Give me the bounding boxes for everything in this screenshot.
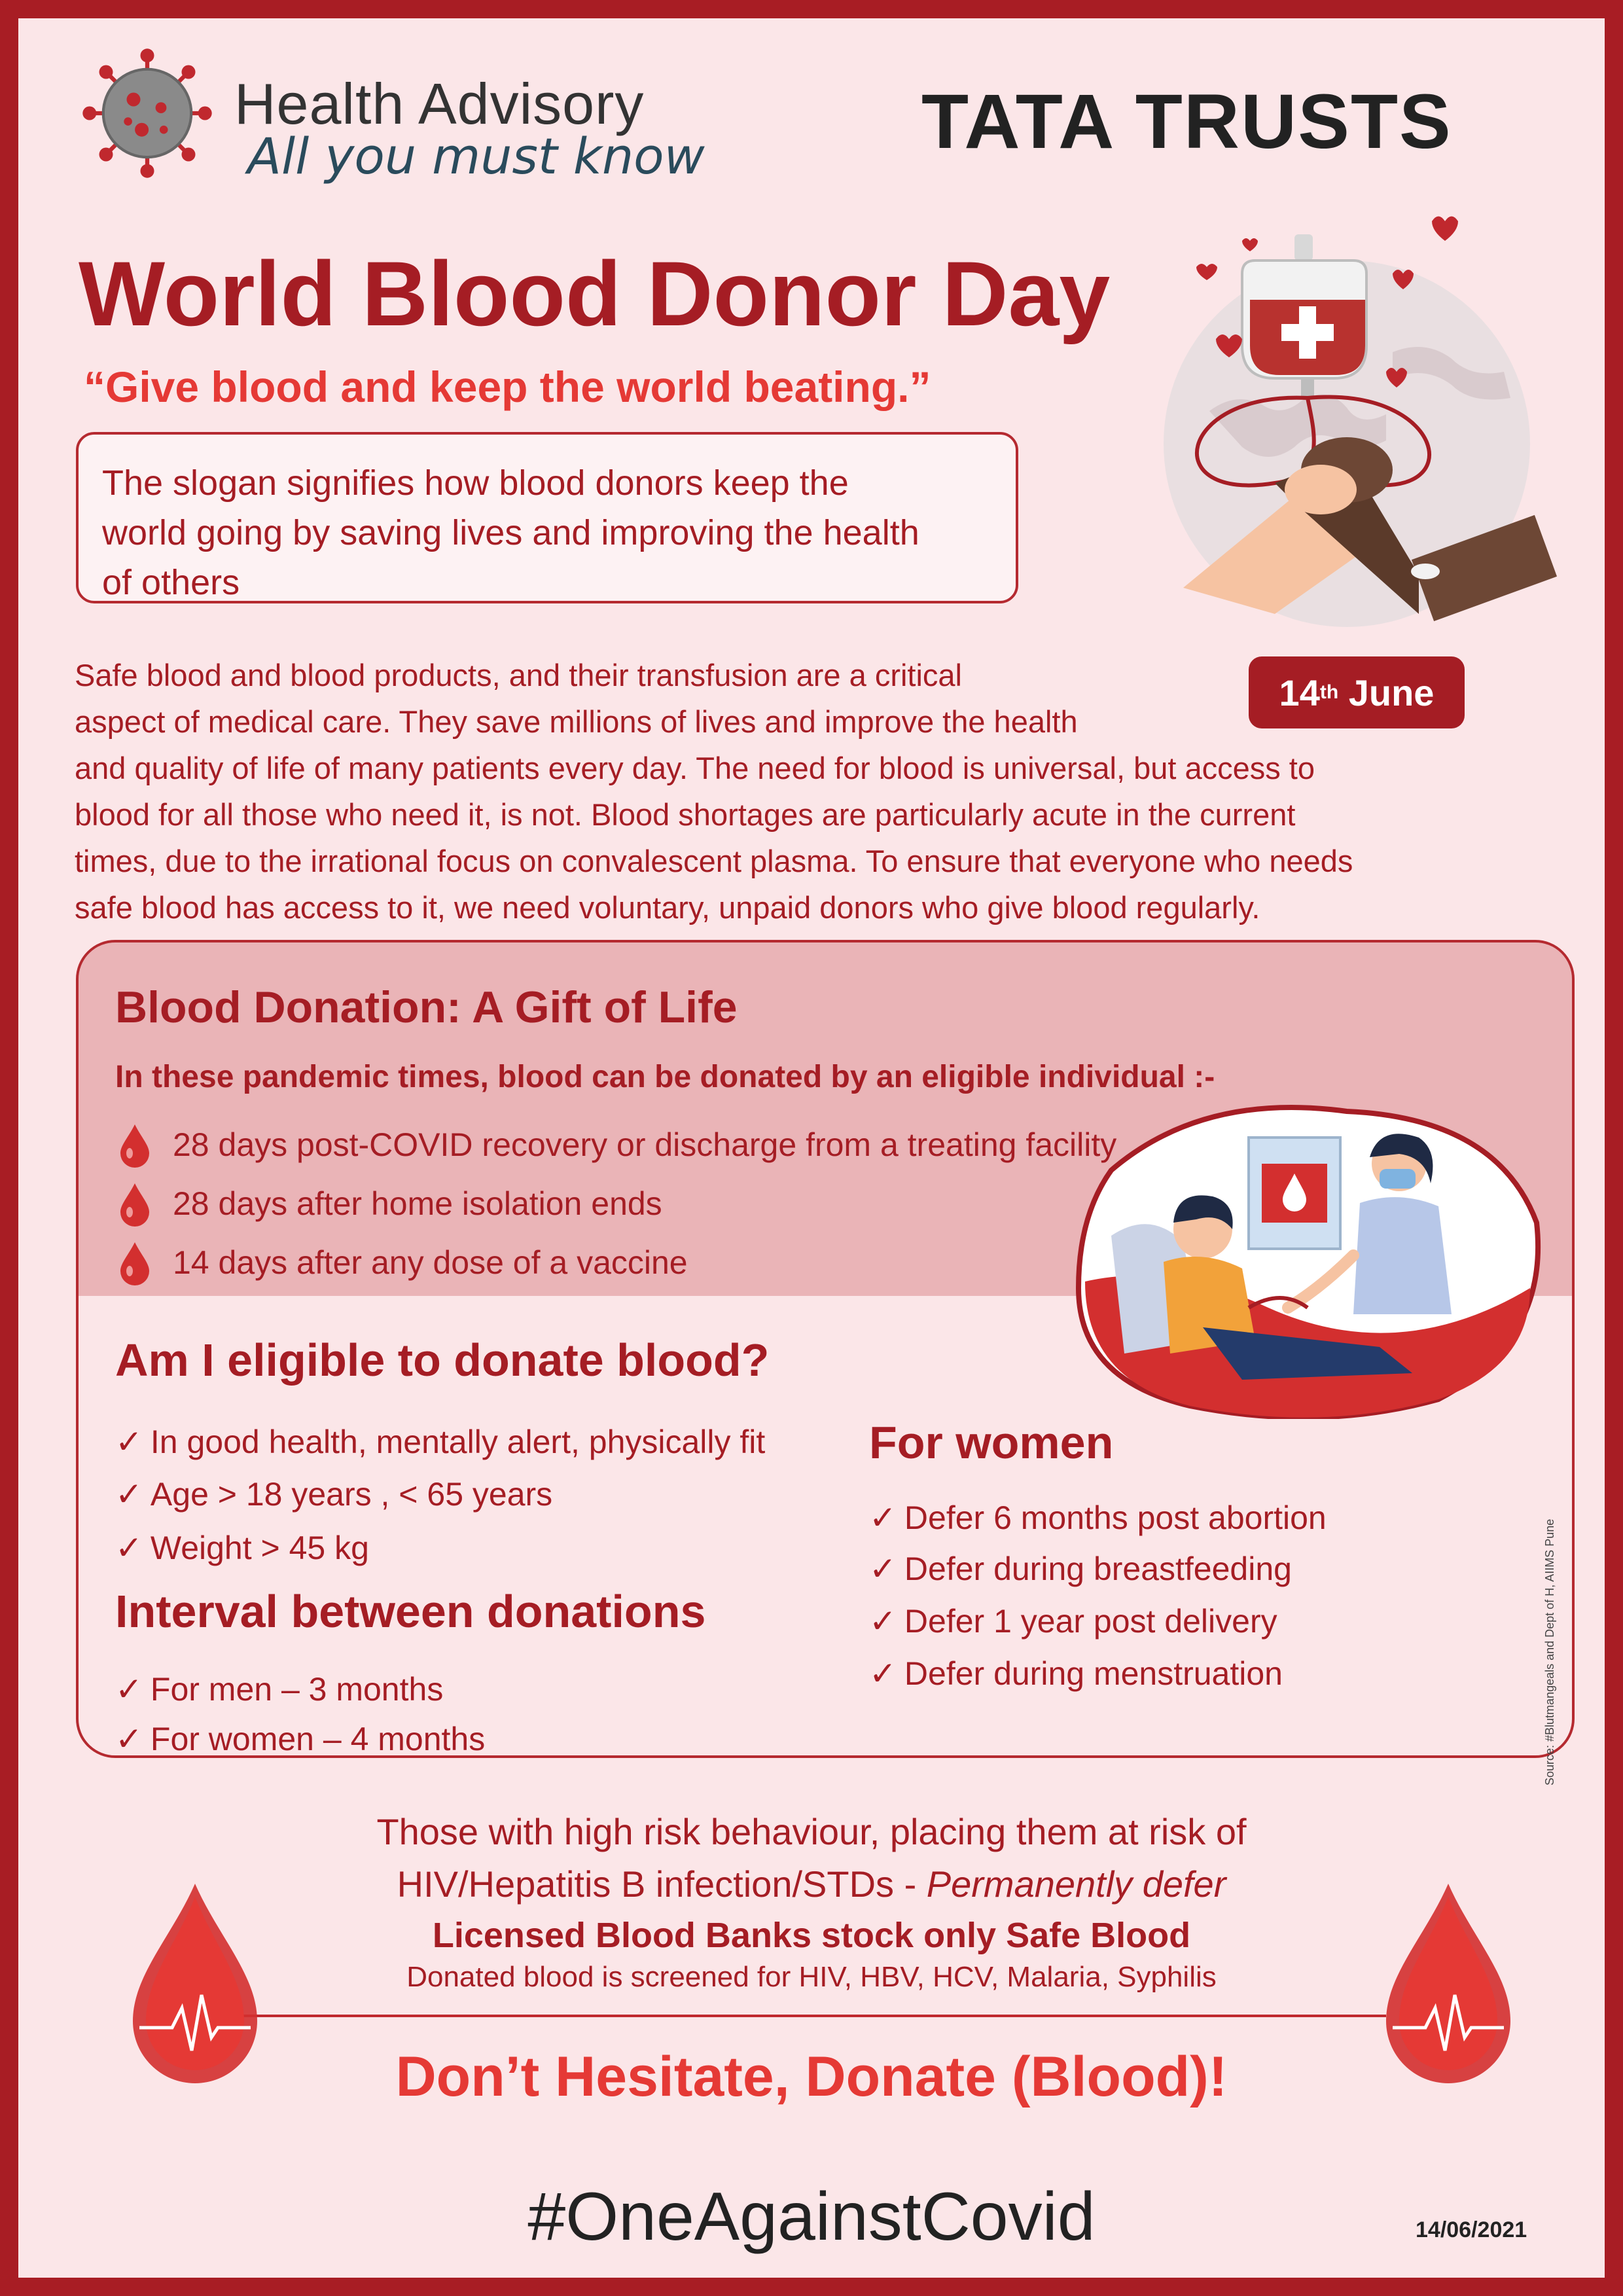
licensed-statement: Licensed Blood Banks stock only Safe Blood xyxy=(432,1916,1191,1955)
advisory-title: Health Advisory xyxy=(234,71,645,136)
check-icon: ✓ xyxy=(869,1655,897,1692)
brand-logo: TATA TRUSTS xyxy=(921,79,1452,165)
gift-list-text: 14 days after any dose of a vaccine xyxy=(173,1244,688,1281)
slogan-explanation xyxy=(102,458,992,607)
check-icon: ✓ xyxy=(115,1530,143,1566)
eligibility-item xyxy=(115,1475,552,1513)
source-text: Source: #Blutmangeals and Dept of H, AIIMS Pune xyxy=(1543,1518,1556,1785)
gift-of-life-heading: Blood Donation: A Gift of Life xyxy=(115,982,738,1032)
slogan-explanation-line: of others xyxy=(102,563,240,602)
eligibility-item xyxy=(115,1423,765,1461)
intro-line: and quality of life of many patients every day. The need for blood is universal, but access to xyxy=(75,751,1315,785)
blood-bag-icon xyxy=(1242,234,1366,398)
slogan: “Give blood and keep the world beating.” xyxy=(84,363,931,411)
eligibility-text: In good health, mentally alert, physically fit xyxy=(150,1424,766,1460)
slogan-explanation-line: world going by saving lives and improving the health xyxy=(102,513,919,552)
women-text: Defer during breastfeeding xyxy=(904,1551,1292,1587)
blood-drop-icon xyxy=(115,1181,154,1227)
women-item xyxy=(869,1602,1277,1640)
interval-text: For women – 4 months xyxy=(150,1721,486,1757)
women-text: Defer 1 year post delivery xyxy=(904,1603,1277,1640)
gift-list-item xyxy=(115,1181,662,1227)
publish-date: 14/06/2021 xyxy=(1416,2217,1527,2242)
date-month: June xyxy=(1348,672,1435,713)
intro-line: blood for all those who need it, is not. Blood shortages are particularly acute in the current xyxy=(75,797,1296,832)
eligibility-text: Age > 18 years , < 65 years xyxy=(150,1476,553,1513)
divider xyxy=(234,2015,1386,2017)
hashtag: #OneAgainstCovid xyxy=(527,2179,1096,2255)
coronavirus-icon xyxy=(79,45,216,182)
poster xyxy=(18,18,1605,2278)
women-heading: For women xyxy=(869,1417,1114,1468)
interval-item xyxy=(115,1720,485,1758)
eligibility-item xyxy=(115,1529,369,1567)
interval-heading: Interval between donations xyxy=(115,1586,706,1637)
gift-of-life-intro: In these pandemic times, blood can be donated by an eligible individual :- xyxy=(115,1060,1215,1094)
eligibility-heading: Am I eligible to donate blood? xyxy=(115,1335,770,1386)
risk-line-1: Those with high risk behaviour, placing them at risk of xyxy=(376,1811,1247,1852)
risk-emphasis: Permanently defer xyxy=(926,1863,1226,1905)
advisory-subtitle: All you must know xyxy=(247,127,705,185)
check-icon: ✓ xyxy=(869,1551,897,1587)
source-note xyxy=(1543,1419,1561,1785)
interval-text: For men – 3 months xyxy=(150,1671,444,1708)
intro-line: aspect of medical care. They save millions of lives and improve the health xyxy=(75,704,1078,739)
page-title: World Blood Donor Day xyxy=(79,242,1111,345)
gift-list-item xyxy=(115,1240,688,1285)
call-to-action: Don’t Hesitate, Donate (Blood)! xyxy=(395,2045,1228,2108)
blood-donation-illustration xyxy=(1079,195,1582,627)
interval-item xyxy=(115,1670,443,1708)
check-icon: ✓ xyxy=(115,1476,143,1513)
blood-drop-icon xyxy=(115,1240,154,1285)
blood-drop-icon xyxy=(115,1122,154,1168)
women-text: Defer during menstruation xyxy=(904,1655,1283,1692)
nurse-donor-illustration xyxy=(1072,1092,1550,1419)
screening-statement: Donated blood is screened for HIV, HBV, HCV, Malaria, Syphilis xyxy=(406,1961,1217,1993)
intro-line: Safe blood and blood products, and their transfusion are a critical xyxy=(75,658,963,692)
check-icon: ✓ xyxy=(115,1424,143,1460)
women-text: Defer 6 months post abortion xyxy=(904,1499,1327,1536)
gift-list-item xyxy=(115,1122,1116,1168)
intro-line: safe blood has access to it, we need voluntary, unpaid donors who give blood regularly. xyxy=(75,890,1260,925)
gift-list-text: 28 days post-COVID recovery or discharge from a treating facility xyxy=(173,1126,1117,1163)
women-item xyxy=(869,1550,1292,1588)
women-item xyxy=(869,1499,1327,1537)
intro-paragraph xyxy=(75,652,1547,931)
check-icon: ✓ xyxy=(115,1721,143,1757)
eligibility-text: Weight > 45 kg xyxy=(150,1530,369,1566)
date-day: 14 xyxy=(1279,672,1320,713)
check-icon: ✓ xyxy=(115,1671,143,1708)
gift-list-text: 28 days after home isolation ends xyxy=(173,1185,662,1222)
intro-line: times, due to the irrational focus on convalescent plasma. To ensure that everyone who needs xyxy=(75,844,1353,878)
date-suffix: th xyxy=(1319,681,1339,703)
risk-prefix: HIV/Hepatitis B infection/STDs - xyxy=(397,1863,927,1905)
check-icon: ✓ xyxy=(869,1499,897,1536)
check-icon: ✓ xyxy=(869,1603,897,1640)
slogan-explanation-line: The slogan signifies how blood donors keep the xyxy=(102,463,849,503)
women-item xyxy=(869,1655,1283,1693)
